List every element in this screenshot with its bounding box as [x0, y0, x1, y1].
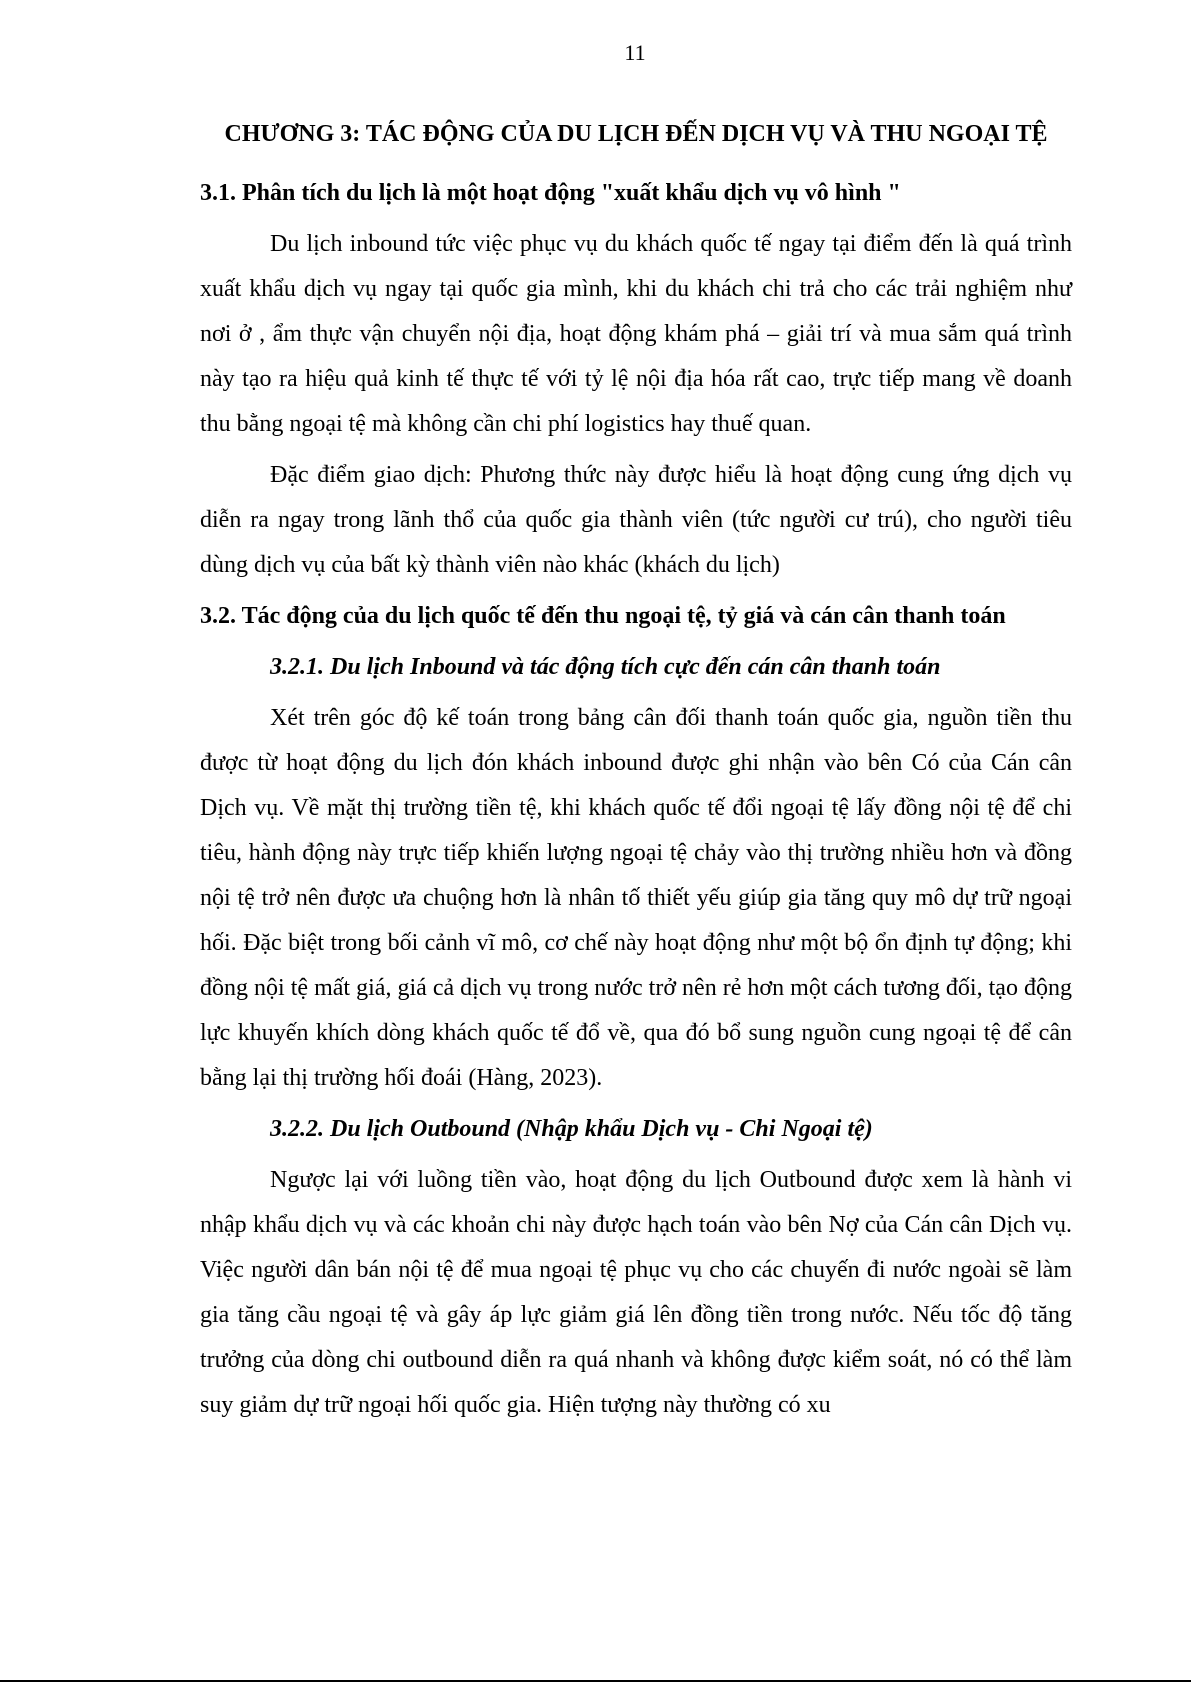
- chapter-title: CHƯƠNG 3: TÁC ĐỘNG CỦA DU LỊCH ĐẾN DỊCH VỤ VÀ THU NGOẠI TỆ: [224, 121, 1048, 147]
- section-3-2-heading: 3.2. Tác động của du lịch quốc tế đến thu ngoại tệ, tỷ giá và cán cân thanh toán: [200, 603, 1006, 629]
- page-number: 11: [624, 40, 646, 65]
- subsection-3-2-2-paragraph: Ngược lại với luồng tiền vào, hoạt động du lịch Outbound được xem là hành vi nhập khẩu dịch vụ và các khoản chi này được hạch toán vào bên Nợ của Cán cân Dịch vụ. Việc người dân bán nội tệ để mua ngoại tệ phục vụ cho các chuyến đi nước ngoài sẽ làm gia tăng cầu ngoại tệ và gây áp lực giảm giá lên đồng tiền trong nước. Nếu tốc độ tăng trưởng của dòng chi outbound diễn ra quá nhanh và không được kiểm soát, nó có thể làm suy giảm dự trữ ngoại hối quốc gia. Hiện tượng này thường có xu: [200, 1167, 1072, 1418]
- subsection-3-2-1-heading: 3.2.1. Du lịch Inbound và tác động tích cực đến cán cân thanh toán: [270, 654, 941, 680]
- section-3-1-heading: 3.1. Phân tích du lịch là một hoạt động "xuất khẩu dịch vụ vô hình ": [200, 180, 901, 206]
- document-body: [200, 112, 1072, 1434]
- section-3-1-paragraph-2: Đặc điểm giao dịch: Phương thức này được hiểu là hoạt động cung ứng dịch vụ diễn ra ngay trong lãnh thổ của quốc gia thành viên (tức người cư trú), cho người tiêu dùng dịch vụ của bất kỳ thành viên nào khác (khách du lịch): [200, 462, 1072, 578]
- subsection-3-2-1-paragraph: Xét trên góc độ kế toán trong bảng cân đối thanh toán quốc gia, nguồn tiền thu được từ hoạt động du lịch đón khách inbound được ghi nhận vào bên Có của Cán cân Dịch vụ. Về mặt thị trường tiền tệ, khi khách quốc tế đổi ngoại tệ lấy đồng nội tệ để chi tiêu, hành động này trực tiếp khiến lượng ngoại tệ chảy vào thị trường nhiều hơn và đồng nội tệ trở nên được ưa chuộng hơn là nhân tố thiết yếu giúp gia tăng quy mô dự trữ ngoại hối. Đặc biệt trong bối cảnh vĩ mô, cơ chế này hoạt động như một bộ ổn định tự động; khi đồng nội tệ mất giá, giá cả dịch vụ trong nước trở nên rẻ hơn một cách tương đối, tạo động lực khuyến khích dòng khách quốc tế đổ về, qua đó bổ sung nguồn cung ngoại tệ để cân bằng lại thị trường hối đoái (Hàng, 2023).: [200, 705, 1072, 1091]
- subsection-3-2-2-heading: 3.2.2. Du lịch Outbound (Nhập khẩu Dịch vụ - Chi Ngoại tệ): [270, 1116, 873, 1142]
- page-bottom-rule: [0, 1680, 1191, 1682]
- section-3-1-paragraph-1: Du lịch inbound tức việc phục vụ du khách quốc tế ngay tại điểm đến là quá trình xuất khẩu dịch vụ ngay tại quốc gia mình, khi du khách chi trả cho các trải nghiệm như nơi ở , ẩm thực vận chuyển nội địa, hoạt động khám phá – giải trí và mua sắm quá trình này tạo ra hiệu quả kinh tế thực tế với tỷ lệ nội địa hóa rất cao, trực tiếp mang về doanh thu bằng ngoại tệ mà không cần chi phí logistics hay thuế quan.: [200, 231, 1072, 437]
